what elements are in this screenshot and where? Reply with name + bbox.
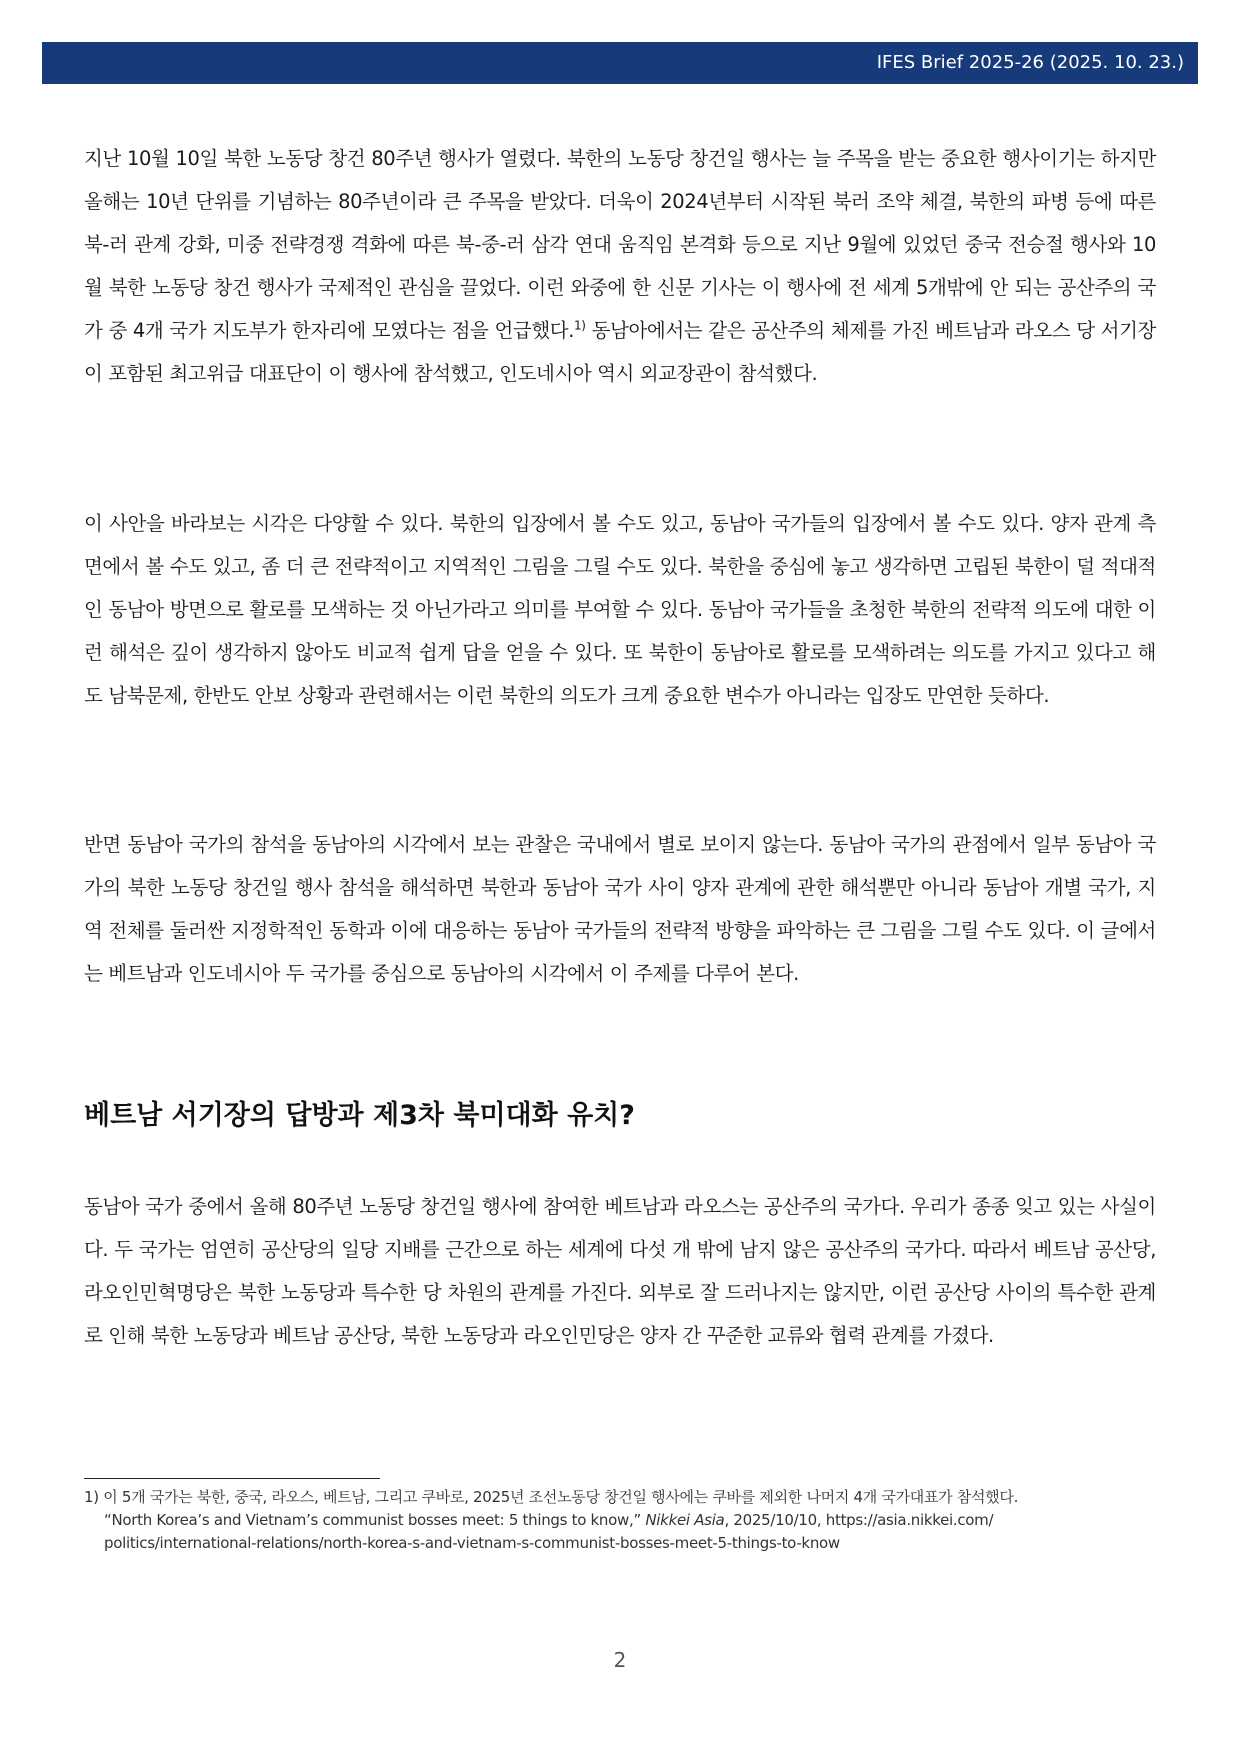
footnote-line-1: 1) 이 5개 국가는 북한, 중국, 라오스, 베트남, 그리고 쿠바로, 2025년 조선노동당 창건일 행사에는 쿠바를 제외한 나머지 4개 국가대표가 참석했다. xyxy=(84,1488,1019,1506)
footnote-line-2 xyxy=(84,1509,1160,1532)
footnote-ref-1: 1) xyxy=(574,318,586,333)
footnote-date-url[interactable]: , 2025/10/10, https://asia.nikkei.com/ xyxy=(724,1511,994,1529)
paragraph-4: 동남아 국가 중에서 올해 80주년 노동당 창건일 행사에 참여한 베트남과 라오스는 공산주의 국가다. 우리가 종종 잊고 있는 사실이다. 두 국가는 엄연히 공산당의 일당 지배를 근간으로 하는 세계에 다섯 개 밖에 남지 않은 공산주의 국가다. 따라서 베트남 공산당, 라오인민혁명당은 북한 노동당과 특수한 당 차원의 관계를 가진다. 외부로 잘 드러나지는 않지만, 이런 공산당 사이의 특수한 관계로 인해 북한 노동당과 베트남 공산당, 북한 노동당과 라오인민당은 양자 간 꾸준한 교류와 협력 관계를 가졌다. xyxy=(84,1195,1156,1347)
paragraph-2: 이 사안을 바라보는 시각은 다양할 수 있다. 북한의 입장에서 볼 수도 있고, 동남아 국가들의 입장에서 볼 수도 있다. 양자 관계 측면에서 볼 수도 있고, 좀 더 큰 전략적이고 지역적인 그림을 그릴 수도 있다. 북한을 중심에 놓고 생각하면 고립된 북한이 덜 적대적인 동남아 방면으로 활로를 모색하는 것 아닌가라고 의미를 부여할 수 있다. 동남아 국가들을 초청한 북한의 전략적 의도에 대한 이런 해석은 깊이 생각하지 않아도 비교적 쉽게 답을 얻을 수 있다. 또 북한이 동남아로 활로를 모색하려는 의도를 가지고 있다고 해도 남북문제, 한반도 안보 상황과 관련해서는 이런 북한의 의도가 크게 중요한 변수가 아니라는 입장도 만연한 듯하다. xyxy=(84,512,1156,707)
footnote xyxy=(84,1486,1160,1555)
page-number: 2 xyxy=(613,1648,627,1672)
footnote-divider xyxy=(84,1478,380,1479)
footnote-article-title: “North Korea’s and Vietnam’s communist bosses meet: 5 things to know,” xyxy=(104,1511,646,1529)
paragraph-1-text: 지난 10월 10일 북한 노동당 창건 80주년 행사가 열렸다. 북한의 노동당 창건일 행사는 늘 주목을 받는 중요한 행사이기는 하지만 올해는 10년 단위를 기념하는 80주년이라 큰 주목을 받았다. 더욱이 2024년부터 시작된 북러 조약 체결, 북한의 파병 등에 따른 북-러 관계 강화, 미중 전략경쟁 격화에 따른 북-중-러 삼각 연대 움직임 본격화 등으로 지난 9월에 있었던 중국 전승절 행사와 10월 북한 노동당 창건 행사가 국제적인 관심을 끌었다. 이런 와중에 한 신문 기사는 이 행사에 전 세계 5개밖에 안 되는 공산주의 국가 중 4개 국가 지도부가 한자리에 모였다는 점을 언급했다. xyxy=(84,147,1156,342)
footnote-url-link[interactable]: politics/international-relations/north-korea-s-and-vietnam-s-communist-bosses-meet-5-things-to-know xyxy=(104,1534,840,1552)
footnote-source: Nikkei Asia xyxy=(645,1511,725,1529)
header-bar xyxy=(42,42,1198,84)
paragraph-1 xyxy=(84,137,1156,395)
brief-label: IFES Brief 2025-26 (2025. 10. 23.) xyxy=(876,52,1184,73)
paragraph-1-text-cont: 동남아에서는 같은 공산주의 체제를 가진 베트남과 라오스 당 서기장이 포함된 최고위급 대표단이 이 행사에 참석했고, 인도네시아 역시 외교장관이 참석했다. xyxy=(84,319,1156,385)
paragraph-3: 반면 동남아 국가의 참석을 동남아의 시각에서 보는 관찰은 국내에서 별로 보이지 않는다. 동남아 국가의 관점에서 일부 동남아 국가의 북한 노동당 창건일 행사 참석을 해석하면 북한과 동남아 국가 사이 양자 관계에 관한 해석뿐만 아니라 동남아 개별 국가, 지역 전체를 둘러싼 지정학적인 동학과 이에 대응하는 동남아 국가들의 전략적 방향을 파악하는 큰 그림을 그릴 수도 있다. 이 글에서는 베트남과 인도네시아 두 국가를 중심으로 동남아의 시각에서 이 주제를 다루어 본다. xyxy=(84,833,1156,985)
section-heading: 베트남 서기장의 답방과 제3차 북미대화 유치? xyxy=(84,1100,635,1131)
